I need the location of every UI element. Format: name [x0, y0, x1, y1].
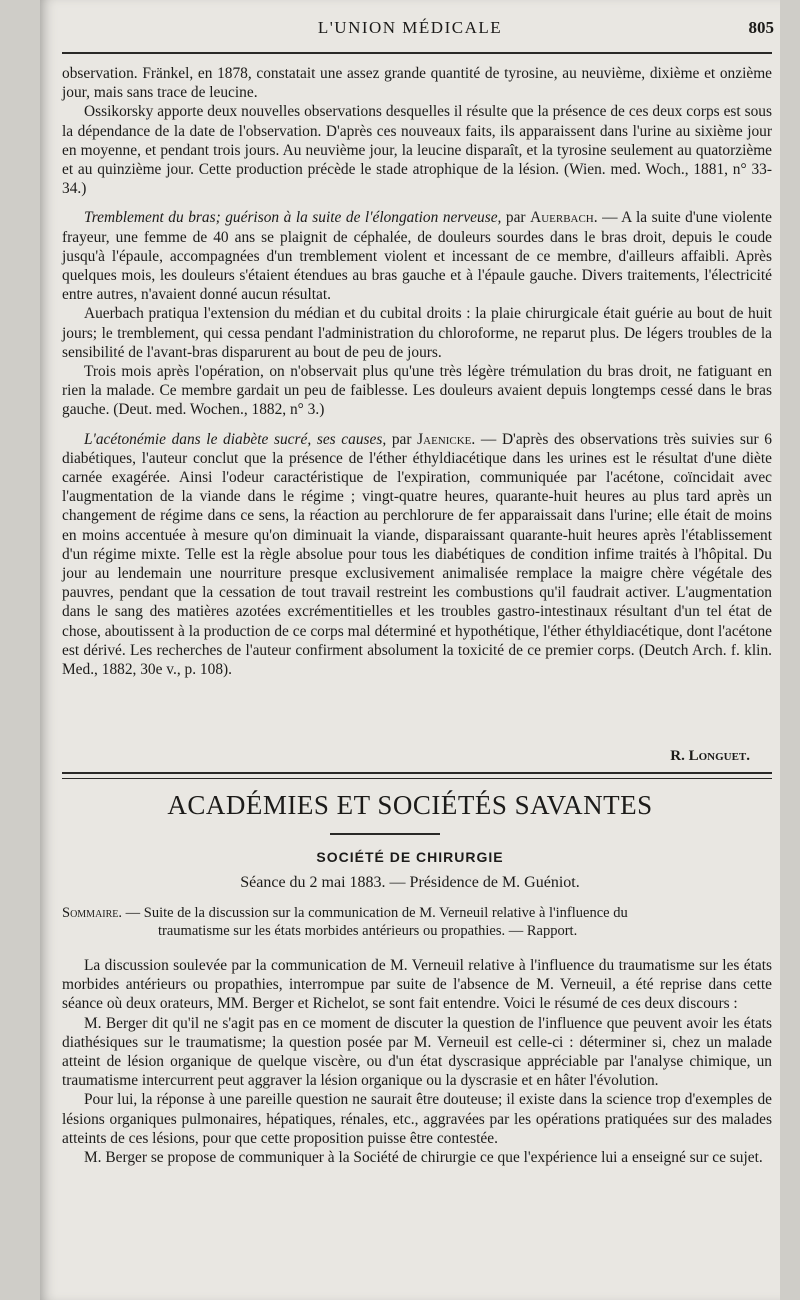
jaenicke-body: — D'après des observations très suivies sur 6 diabétiques, l'auteur conclut que la présence de l'éther éthyldiacétique dans les urines est le résultat d'une diète carnée exagérée. Ainsi l'odeur caractéristique de l'expiration, communiquée par l'acétone, coïncidait avec l'augmentation de la viande dans le régime ; vingt-quatre heures, quarante-huit heures au plus tard après un changement de régime dans ce sens, la réaction au perchlorure de fer apparaissait dans l'urine; elle était de moins en moins accentuée à mesure qu'on diminuait la viande, disparaissant quarante-huit heures après l'établissement d'un régime mixte. Telle est la règle absolue pour tous les diabétiques de condition infime traités à l'hôpital. Du jour au lendemain une nourriture presque exclusivement animalisée remplace la maigre chère végétale des pauvres, pendant que la cessation de tout travail restreint les combustions qu'il faudrait activer. L'augmentation dans le sang des matières azotées excrémentitielles et les troubles gastro-intestinaux résultant d'un tel état de chose, aboutissent à la production de ce corps mal déterminé et hypothétique, l'éther éthyldiacétique, dont l'acétone est dérivé. Les recherches de l'auteur confirment absolument la toxicité de ce premier corps. (Deutch Arch. f. klin. Med., 1882, 30e v., p. 108). [62, 430, 772, 679]
society-title: SOCIÉTÉ DE CHIRURGIE [316, 849, 504, 865]
jaenicke-author: Jaenicke. [417, 430, 476, 448]
running-title: L'UNION MÉDICALE [317, 18, 503, 37]
tyrosine-paragraph-1: observation. Fränkel, en 1878, constatait une assez grande quantité de tyrosine, au neuvième, dixième et onzième jour, mais sans trace de leucine. [62, 65, 772, 102]
auerbach-paragraph-2: Auerbach pratiqua l'extension du médian et du cubital droits : la plaie chirurgicale était guérie au bout de huit jours; le tremblement, qui cessa pendant l'administration du chloroforme, ne reparut plus. De légers troubles de la sensibilité de l'avant-bras disparurent au bout de peu de jours. [62, 305, 772, 361]
auerbach-by: par [505, 209, 526, 227]
tyrosine-paragraph-2: Ossikorsky apporte deux nouvelles observations desquelles il résulte que la présence de ces deux corps est sous la dépendance de la date de l'observation. D'après ces nouveaux faits, ils apparaissent dans l'urine au sixième jour en moyenne, et pendant trois jours. Au neuvième jour, la leucine disparaît, et la tyrosine seulement au quatorzième et au quinzième jour. Cette production précède le stade atrophique de la lésion. (Wien. med. Woch., 1881, n° 33-34.) [62, 103, 772, 198]
tyrosine-article [62, 64, 772, 679]
auerbach-title: Tremblement du bras; guérison à la suite de l'élongation nerveuse, [84, 209, 502, 227]
auerbach-author: Auerbach. [530, 209, 598, 227]
document-page [40, 0, 780, 1300]
discussion-paragraph-1: La discussion soulevée par la communication de M. Verneuil relative à l'influence du traumatisme sur les états morbides antérieurs ou propathies, interrompue par suite de l'absence de M. Verneuil, a été reprise dans cette séance où deux orateurs, MM. Berger et Richelot, se sont fait entendre. Voici le résumé de ces deux discours : [62, 957, 772, 1013]
page-number: 805 [748, 18, 774, 37]
auerbach-paragraph-3: Trois mois après l'opération, on n'observait plus qu'une très légère trémulation du bras droit, ne fatiguant en rien la malade. Ce membre gardait un peu de faiblesse. Les douleurs avaient depuis longtemps cessé dans le bras gauche. (Deut. med. Wochen., 1882, n° 3.) [62, 363, 772, 419]
jaenicke-title: L'acétonémie dans le diabète sucré, ses causes, [84, 430, 387, 448]
summary-label: Sommaire. [62, 905, 123, 921]
session-line: Séance du 2 mai 1883. — Présidence de M. Guéniot. [240, 874, 580, 891]
jaenicke-paragraph [62, 430, 772, 680]
summary-line-1 [62, 904, 772, 922]
discussion-paragraph-4: M. Berger se propose de communiquer à la Société de chirurgie ce que l'expérience lui a enseigné sur ce sujet. [84, 1149, 763, 1167]
section-short-rule [330, 833, 440, 835]
auerbach-intro: — A la suite d'une violente frayeur, une femme de 40 ans se plaignit de céphalée, de douleurs sourdes dans le bras droit, depuis le coude jusqu'à l'épaule, accompagnées d'un tremblement violent et incessant de ce membre, d'ailleurs affaibli. Après quelques mois, les douleurs s'étaient étendues au bras gauche et à l'épaule gauche. Divers traitements, l'électricité entre autres, n'avaient donné aucun résultat. [62, 209, 772, 304]
section-title: ACADÉMIES ET SOCIÉTÉS SAVANTES [167, 790, 653, 820]
society-discussion [62, 956, 772, 1167]
jaenicke-by: par [391, 430, 412, 448]
discussion-paragraph-2: M. Berger dit qu'il ne s'agit pas en ce moment de discuter la question de l'influence que peuvent avoir les états diathésiques sur le traumatisme; la question posée par M. Verneuil est celle-ci : déterminer si, chez un malade atteint de lésion organique de quelque viscère, ou d'un état dyscrasique appréciable par l'analyse chimique, un traumatisme intercurrent peut aggraver la lésion organique ou la dyscrasie et en hâter l'évolution. [62, 1014, 772, 1090]
summary-text-1: — Suite de la discussion sur la communication de M. Verneuil relative à l'influence du [125, 905, 628, 921]
page-header [40, 18, 780, 42]
auerbach-paragraph-1 [62, 208, 772, 304]
section-divider [62, 772, 772, 779]
header-rule [62, 52, 772, 54]
summary [62, 904, 772, 940]
discussion-paragraph-3: Pour lui, la réponse à une pareille question ne saurait être douteuse; il existe dans la science trop d'exemples de lésions organiques pulmonaires, hépatiques, rénales, etc., aggravées par les opérations pratiquées sur des malades atteints de ces lésions, pour que cette proposition puisse être contestée. [62, 1091, 772, 1147]
signature: R. Longuet. [670, 748, 750, 764]
summary-line-2: traumatisme sur les états morbides antérieurs ou propathies. — Rapport. [158, 923, 578, 939]
